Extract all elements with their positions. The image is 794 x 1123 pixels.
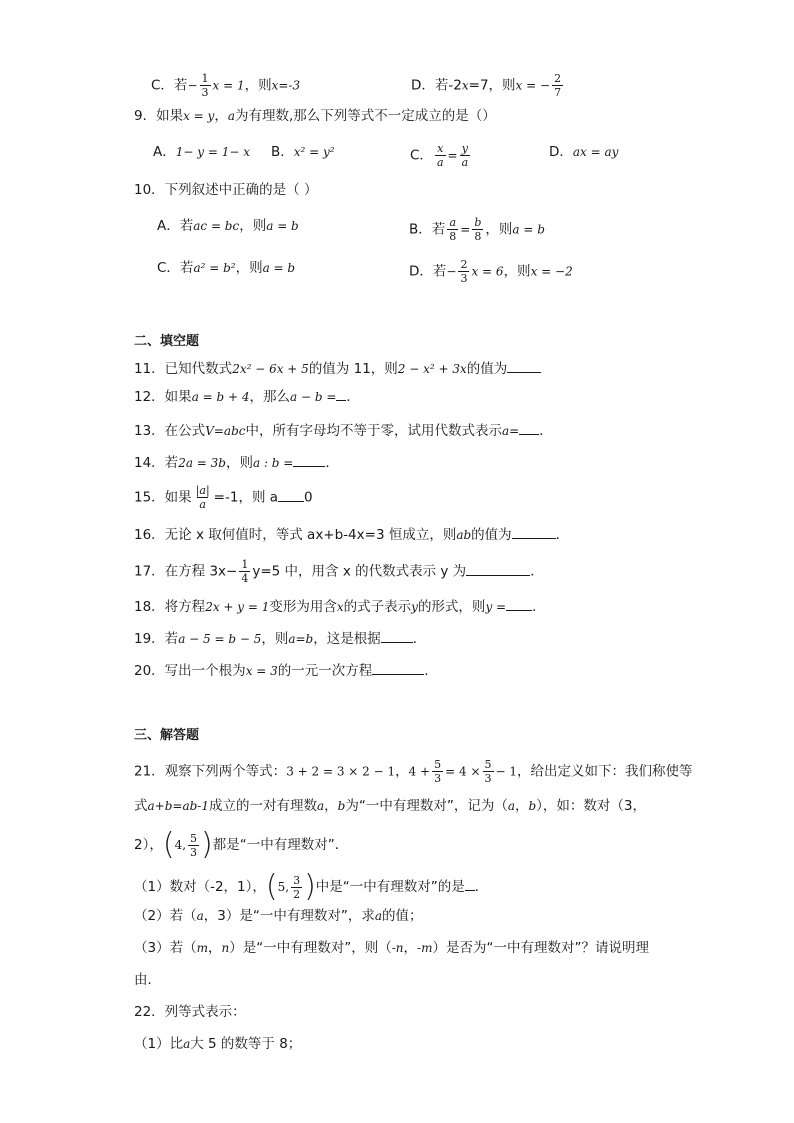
q22-s1a: （1）比 xyxy=(134,1036,184,1052)
q16 xyxy=(134,524,569,545)
q20-text-c: ． xyxy=(424,663,438,679)
q21-f1n: 5 xyxy=(434,758,442,771)
q17-den: 4 xyxy=(241,572,249,585)
q13-text-d: ． xyxy=(539,423,553,439)
q18-text-f: ． xyxy=(532,599,546,615)
q8-d-eq: =7，则 xyxy=(468,77,516,94)
q21-eq2c: − 1 xyxy=(495,764,518,779)
q9-option-c xyxy=(410,142,472,169)
q14-text-a: 14．若 xyxy=(134,455,179,471)
q13 xyxy=(134,420,553,441)
q18-expr2: y = xyxy=(485,600,507,614)
q10-c-label: C．若 xyxy=(157,260,194,276)
q21-line2 xyxy=(134,796,646,816)
q10-c-cond: a² = b² xyxy=(193,261,236,275)
q21-f2n: 5 xyxy=(484,758,492,771)
q13-expr: V=abc xyxy=(205,424,246,438)
q21-s1d: 2 xyxy=(293,887,301,901)
q12-expr2: a − b = xyxy=(290,390,337,404)
q21-sub3-cont: 由． xyxy=(134,972,161,988)
q19-text-a: 19．若 xyxy=(134,631,179,647)
section-2-title: 二、填空题 xyxy=(134,334,200,349)
q21-s2b: a xyxy=(196,909,204,923)
q8-c-den: 3 xyxy=(201,86,209,99)
q21-pair-4-5-3: ( 4, 5 3 ) xyxy=(162,827,213,862)
q9-d-label: D． xyxy=(549,144,573,160)
q21-eq2b: = 4 × xyxy=(445,764,481,779)
q21-line3 xyxy=(134,827,349,862)
q21-f2d: 3 xyxy=(484,772,492,785)
q15-text-a: 15．如果 xyxy=(134,489,192,506)
q10-a-res: a = b xyxy=(266,219,299,233)
q22-stem: 22．列等式表示： xyxy=(134,1004,246,1020)
q21-s3e: ）是“一中有理数对”，则（ xyxy=(229,940,392,956)
q8-d-fraction xyxy=(552,72,563,99)
q14-expr2: a : b = xyxy=(252,456,294,470)
q9-text-a: 9．如果 xyxy=(134,108,184,124)
q21-l2f: b xyxy=(337,799,346,813)
q10-a-cond: ac = bc xyxy=(193,219,240,233)
q10-option-d xyxy=(409,258,573,285)
q18-expr: 2x + y = 1 xyxy=(205,600,270,614)
q21-line1 xyxy=(134,758,693,785)
q21-s1n: 3 xyxy=(293,873,301,887)
q10-a-then: ，则 xyxy=(239,218,267,234)
section-3-title: 三、解答题 xyxy=(134,728,200,743)
q21-s1c: ． xyxy=(474,879,489,895)
q20-text-a: 20．写出一个根为 xyxy=(134,663,246,679)
q10-d-den: 3 xyxy=(460,272,468,285)
q8-c-num: 1 xyxy=(201,72,209,85)
q10-option-a xyxy=(157,216,299,236)
q10-a-label: A．若 xyxy=(157,218,194,234)
q21-l2b: a+b=ab-1 xyxy=(147,799,209,813)
q15-fraction xyxy=(194,484,212,511)
q8-d-num: 2 xyxy=(554,72,562,85)
q10-option-b xyxy=(409,216,545,243)
q10-c-then: ，则 xyxy=(235,260,263,276)
q9-c-frac2 xyxy=(460,142,471,169)
q10-d-num: 2 xyxy=(460,258,468,271)
q8-c-label: C．若 xyxy=(151,77,188,94)
q18-answer-blank[interactable] xyxy=(506,596,532,611)
q21-s3b: m xyxy=(196,941,208,955)
q8-d-x: x xyxy=(461,78,469,93)
q21-eq1: 3 + 2 = 3 × 2 − 1 xyxy=(286,764,396,779)
q8-option-c xyxy=(151,72,300,99)
q13-answer-blank[interactable] xyxy=(519,420,539,435)
q20-answer-blank[interactable] xyxy=(372,660,424,675)
q9-cond: x = y xyxy=(183,109,215,123)
q8-c-neg: − xyxy=(187,78,198,93)
q21-sub1 xyxy=(134,869,489,904)
q9-a-label: A． xyxy=(153,144,176,160)
q21-s1a: （1）数对（-2，1）， xyxy=(134,879,266,895)
q10-stem: 10．下列叙述中正确的是（ ） xyxy=(134,182,318,198)
q19-text-b: ，则 xyxy=(261,631,289,647)
q12-text-a: 12．如果 xyxy=(134,389,192,405)
q18-text-b: 变形为用含 xyxy=(269,599,337,615)
q18-text-d: 的形式，则 xyxy=(417,599,486,615)
q19-answer-blank[interactable] xyxy=(381,628,413,643)
q9-a: a xyxy=(227,109,235,123)
q21-s1p: 5, xyxy=(277,880,290,894)
q21-l3n: 5 xyxy=(190,831,198,845)
q9-c-d2: a xyxy=(461,156,469,169)
q16-answer-blank[interactable] xyxy=(512,524,556,539)
q11 xyxy=(134,358,541,379)
q12-answer-blank[interactable] xyxy=(336,386,346,401)
q15-den: a xyxy=(199,498,206,511)
q21-l2g: 为“一中有理数对”，记为（ xyxy=(345,798,508,814)
q9-c-eq: = xyxy=(447,148,458,163)
q17-fraction xyxy=(239,558,250,585)
q17-num: 1 xyxy=(241,558,249,571)
q21-frac2 xyxy=(483,758,494,785)
q21-sub2 xyxy=(134,906,422,926)
q10-d-neg: − xyxy=(446,264,457,279)
q8-c-result: x=-3 xyxy=(271,78,301,93)
q21-l3d: 3 xyxy=(190,845,198,859)
q9-d-expr: ax = ay xyxy=(572,145,619,159)
q14 xyxy=(134,452,339,473)
q9-option-a xyxy=(153,142,250,162)
q21-s3g: ， xyxy=(403,940,418,956)
q15-text-b: =-1，则 a xyxy=(213,489,279,506)
q16-text-b: 的值为 xyxy=(471,527,512,543)
q21-l3a: 2）， xyxy=(134,837,163,853)
q9-c-label: C． xyxy=(410,147,433,164)
q15 xyxy=(134,484,313,511)
q21-s3h: -m xyxy=(417,941,433,955)
q21-s3d: n xyxy=(221,941,230,955)
q10-d-res: x = −2 xyxy=(530,264,573,279)
q21-pair-5-3-2: ( 5, 3 2 ) xyxy=(265,869,316,904)
q17-text-c: ． xyxy=(530,563,544,580)
q10-option-c xyxy=(157,258,295,278)
q10-b-n1: a xyxy=(449,216,457,229)
q14-expr: 2a = 3b xyxy=(178,456,226,470)
q21-frac1 xyxy=(432,758,443,785)
q9-option-b xyxy=(271,142,335,162)
q15-num: |a| xyxy=(195,484,210,497)
q14-text-c: ． xyxy=(325,455,339,471)
q9-text-c: 为有理数,那么下列等式不一定成立的是（） xyxy=(234,108,496,124)
q9-c-n2: y xyxy=(461,142,468,155)
q21-s1-frac xyxy=(291,874,302,901)
q21-s3c: ， xyxy=(207,940,222,956)
q8-d-label: D．若-2 xyxy=(411,77,462,94)
q9-a-expr: 1− y = 1− x xyxy=(175,145,250,159)
q10-b-eq: = xyxy=(460,222,471,237)
q10-b-label: B．若 xyxy=(409,221,446,238)
q18-x: x xyxy=(336,600,344,614)
q13-text-a: 13．在公式 xyxy=(134,423,206,439)
q21-s3f: -n xyxy=(391,941,404,955)
q18-text-a: 18．将方程 xyxy=(134,599,206,615)
q17-text-b: y=5 中，用含 x 的代数式表示 y 为 xyxy=(252,563,467,580)
q11-text-a: 11．已知代数式 xyxy=(134,361,233,377)
q18 xyxy=(134,596,546,617)
q9-b-label: B． xyxy=(271,144,294,160)
q20 xyxy=(134,660,438,681)
q10-b-d1: 8 xyxy=(449,230,457,243)
q22-sub1 xyxy=(134,1034,301,1054)
q8-c-tail: x = 1 xyxy=(212,78,245,93)
q11-text-b: 的值为 11，则 xyxy=(308,361,398,377)
q17-text-a: 17．在方程 3x− xyxy=(134,563,238,580)
q8-d-den: 7 xyxy=(554,86,562,99)
q22-s1b: a xyxy=(183,1037,191,1051)
q21-l2j: b xyxy=(528,799,537,813)
q21-text-a: 21．观察下列两个等式： xyxy=(134,763,287,780)
q10-b-d2: 8 xyxy=(474,230,482,243)
q13-text-b: 中，所有字母均不等于零，试用代数式表示 xyxy=(245,423,502,439)
q21-s1b: 中是“一中有理数对”的是 xyxy=(315,879,465,895)
q21-l2c: 成立的一对有理数 xyxy=(208,798,317,814)
q21-s3i: ）是否为“一中有理数对”？请说明理 xyxy=(432,940,649,956)
q10-b-frac1 xyxy=(447,216,458,243)
q10-d-label: D．若 xyxy=(409,263,447,280)
q11-text-c: 的值为 xyxy=(466,361,508,377)
q21-s3a: （3）若（ xyxy=(134,940,197,956)
q21-text-b: ，给出定义如下：我们称使等 xyxy=(517,763,693,780)
q19-expr: a − 5 = b − 5 xyxy=(178,632,262,646)
q21-l2h: a xyxy=(507,799,515,813)
q21-l3-frac xyxy=(188,832,199,859)
q10-b-res: a = b xyxy=(512,222,545,237)
q19 xyxy=(134,628,426,649)
q15-text-c: 0 xyxy=(304,489,313,506)
q9-stem xyxy=(134,106,496,126)
q21-l3b: 都是“一中有理数对”． xyxy=(212,837,349,853)
q9-option-d xyxy=(549,142,618,162)
q19-text-e: ． xyxy=(412,631,427,647)
q12-text-c: ． xyxy=(346,389,360,405)
q18-text-c: 的式子表示 xyxy=(343,599,412,615)
q9-text-b: ， xyxy=(214,108,228,124)
q21-s2c: ，3）是“一中有理数对”，求 xyxy=(203,908,375,924)
q21-s2d: a xyxy=(374,909,382,923)
q20-expr: x = 3 xyxy=(245,664,278,678)
q9-c-frac1 xyxy=(435,142,446,169)
q20-text-b: 的一元一次方程 xyxy=(277,663,373,679)
q10-c-res: a = b xyxy=(262,261,296,275)
q14-answer-blank[interactable] xyxy=(293,452,325,467)
q17 xyxy=(134,558,544,585)
q21-s2e: 的值； xyxy=(381,908,423,924)
q9-c-n1: x xyxy=(437,142,444,155)
q9-b-expr: x² = y² xyxy=(293,145,335,159)
q16-text-c: ． xyxy=(555,527,570,543)
q9-c-d1: a xyxy=(436,156,444,169)
q8-c-then: ，则 xyxy=(244,77,272,94)
q11-expr2: 2 − x² + 3x xyxy=(397,362,467,376)
q13-expr2: a= xyxy=(501,424,520,438)
q16-ab: ab xyxy=(456,528,472,542)
q12-expr: a = b + 4 xyxy=(191,390,250,404)
q21-l3p1: 4, xyxy=(174,838,187,852)
q8-option-d xyxy=(411,72,565,99)
q10-d-tail: x = 6 xyxy=(471,264,504,279)
q15-answer-blank[interactable] xyxy=(278,487,304,502)
q8-d-result: x = − xyxy=(515,78,551,93)
q8-c-fraction xyxy=(200,72,211,99)
q12 xyxy=(134,386,360,407)
q19-text-d: ，这是根据 xyxy=(313,631,381,647)
q18-y: y xyxy=(411,600,418,614)
q10-d-fraction xyxy=(458,258,469,285)
q21-s1-answer-blank[interactable] xyxy=(465,876,475,891)
q10-d-then: ，则 xyxy=(503,263,531,280)
q10-b-frac2 xyxy=(472,216,483,243)
q21-sep: ， xyxy=(395,763,409,780)
q22-s1c: 大 5 的数等于 8； xyxy=(190,1036,302,1052)
q21-eq2a: 4 + xyxy=(408,764,431,779)
q21-l2d: a xyxy=(316,799,325,813)
q11-answer-blank[interactable] xyxy=(507,358,541,373)
q12-text-b: ，那么 xyxy=(249,389,291,405)
q21-f1d: 3 xyxy=(434,772,442,785)
q21-l2a: 式 xyxy=(134,798,148,814)
q19-expr2: a=b xyxy=(288,632,314,646)
q21-s2a: （2）若（ xyxy=(134,908,197,924)
q16-text-a: 16．无论 x 取何值时，等式 ax+b-4x=3 恒成立，则 xyxy=(134,527,457,543)
q17-answer-blank[interactable] xyxy=(466,561,530,576)
q10-b-n2: b xyxy=(474,216,482,229)
q11-expr: 2x² − 6x + 5 xyxy=(232,362,309,376)
q21-sub3 xyxy=(134,938,649,958)
q10-b-then: ，则 xyxy=(485,221,513,238)
q21-l2k: ），如：数对（3， xyxy=(536,798,647,814)
q21-l2e: ， xyxy=(324,798,338,814)
q14-text-b: ，则 xyxy=(225,455,253,471)
q21-l2i: ， xyxy=(514,798,529,814)
